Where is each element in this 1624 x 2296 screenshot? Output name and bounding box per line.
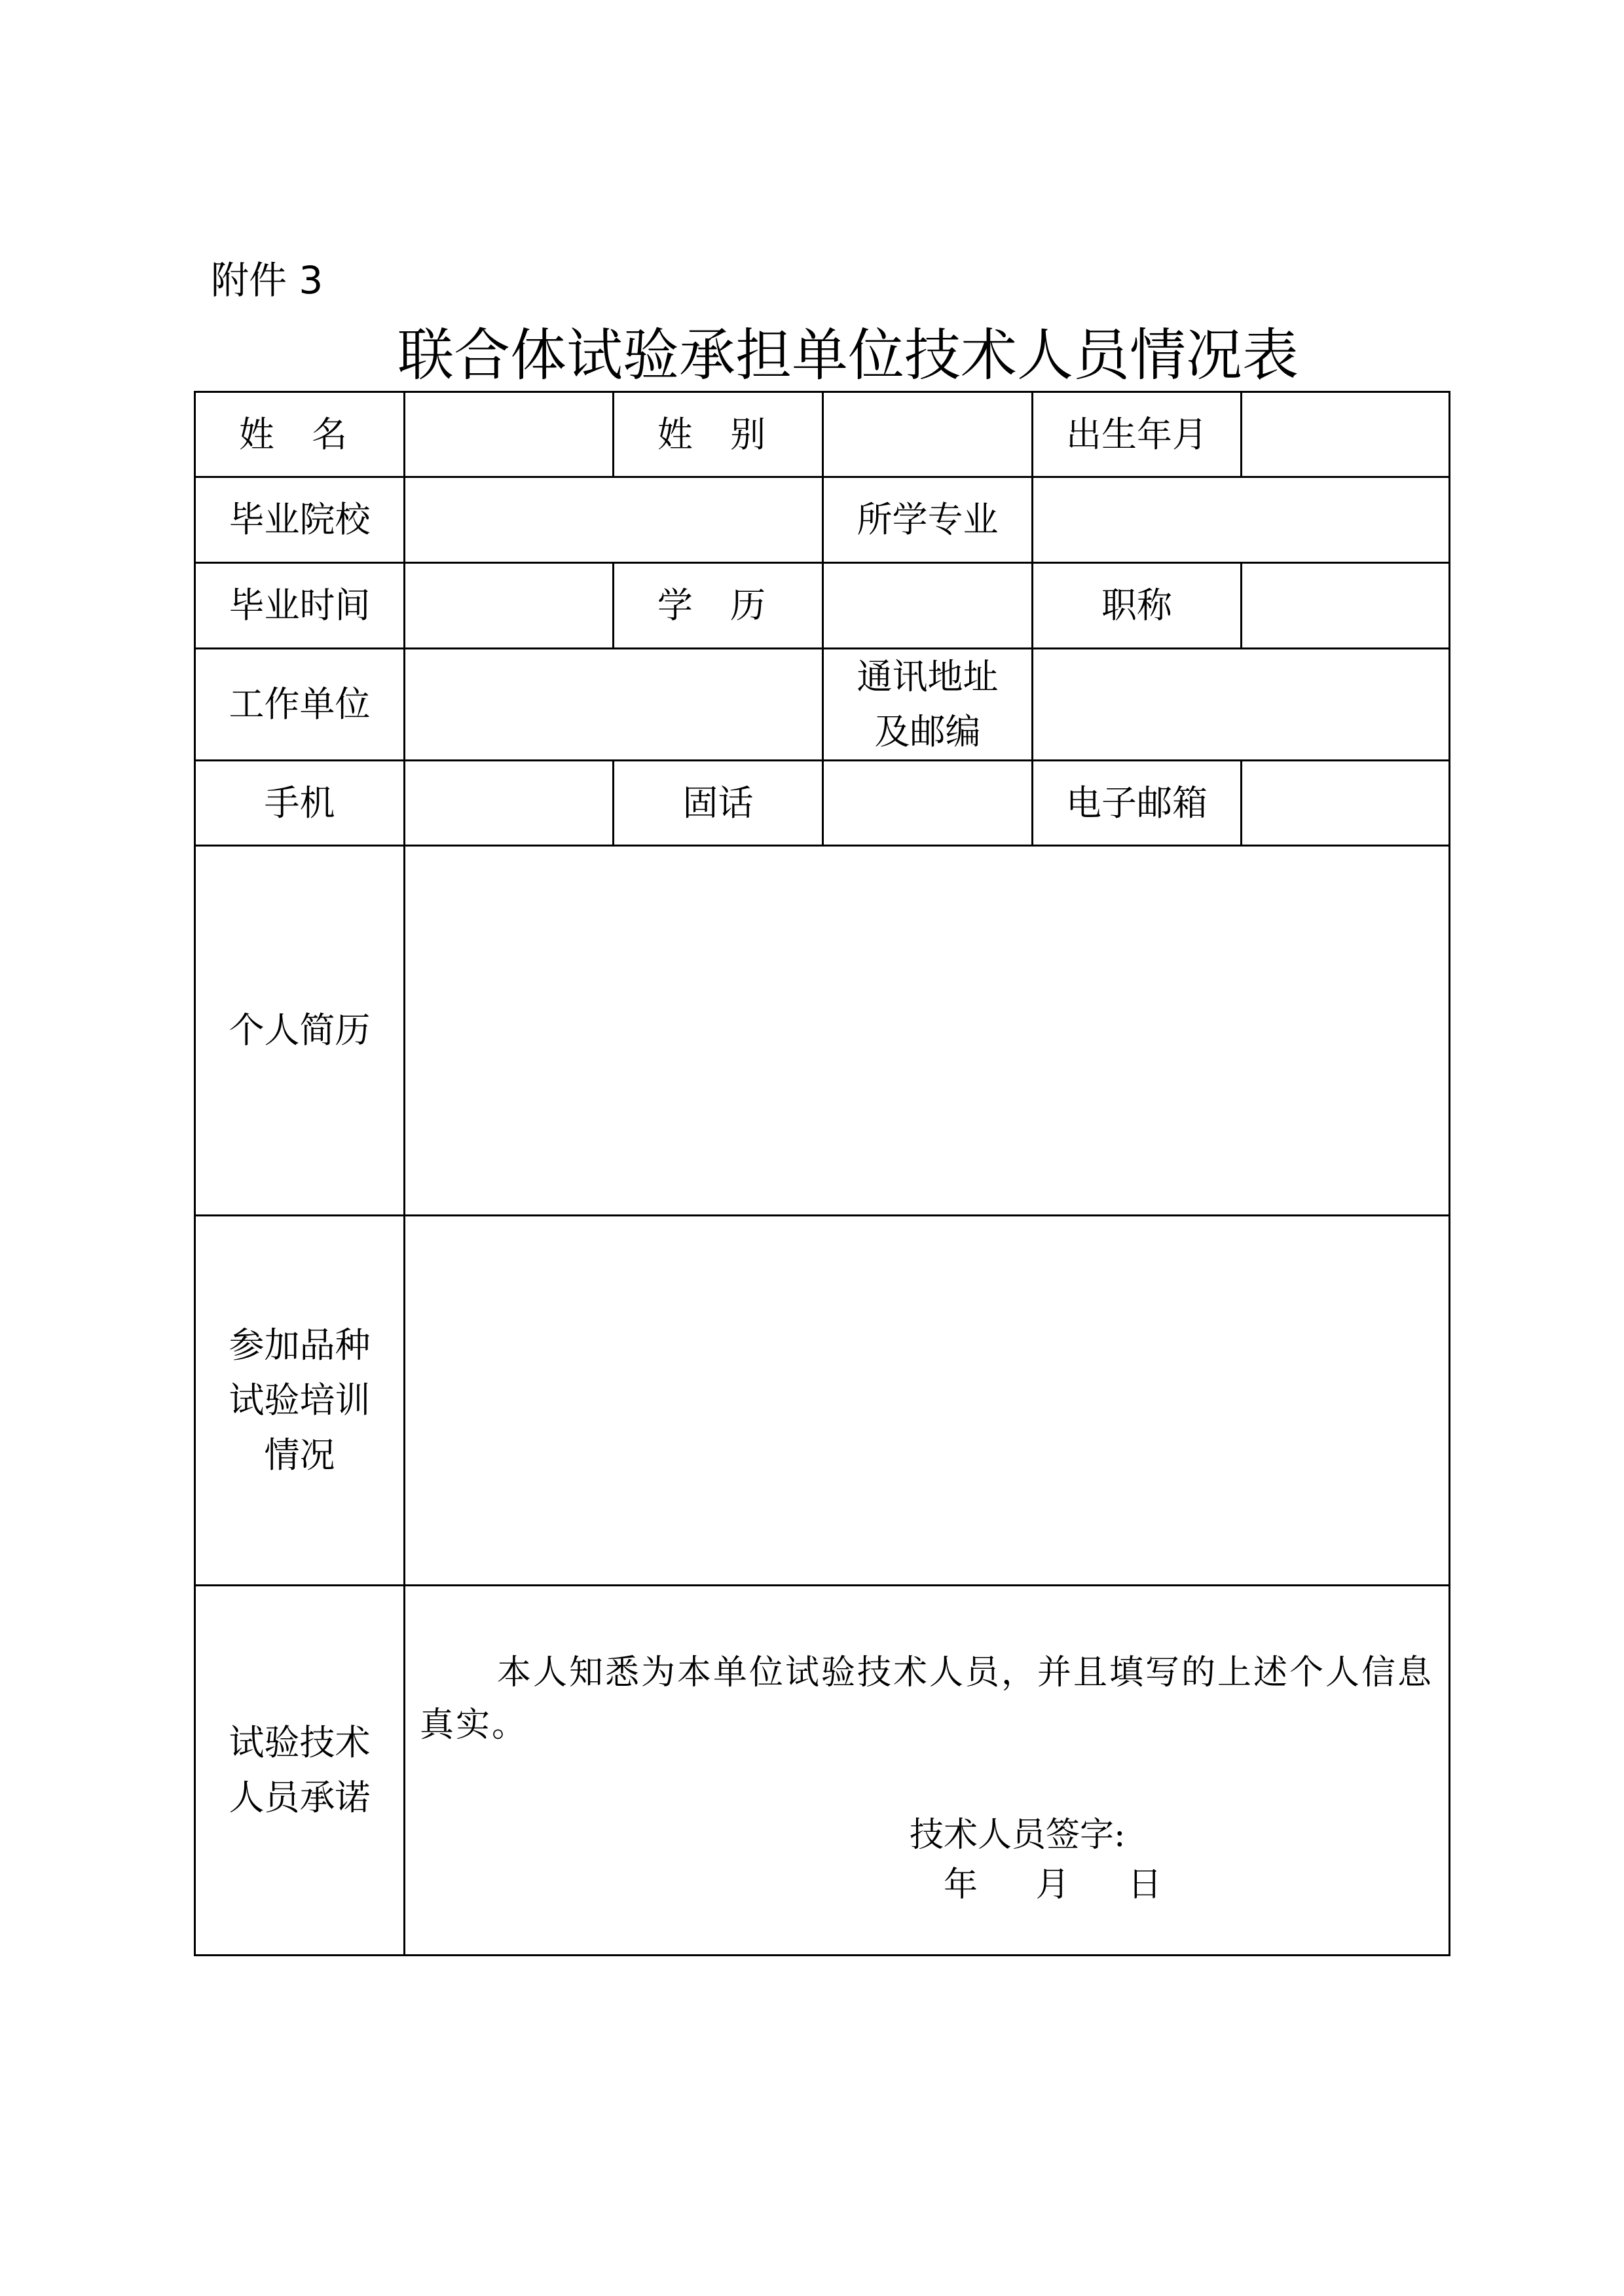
label-employer: 工作单位 — [195, 649, 405, 761]
email-field[interactable] — [1242, 761, 1450, 846]
date-year-label: 年 — [944, 1865, 978, 1904]
label-resume: 个人简历 — [195, 846, 405, 1216]
graduation-time-field[interactable] — [405, 563, 614, 649]
personnel-info-table — [194, 391, 1450, 1956]
date-day-label: 日 — [1128, 1865, 1162, 1904]
label-landline: 固话 — [614, 761, 823, 846]
label-name: 姓 名 — [195, 392, 405, 477]
school-field[interactable] — [405, 477, 823, 563]
label-email: 电子邮箱 — [1033, 761, 1242, 846]
signature-date — [944, 1860, 1162, 1910]
resume-field[interactable] — [405, 846, 1450, 1216]
date-month-label: 月 — [1035, 1865, 1070, 1904]
label-graduation-time: 毕业时间 — [195, 563, 405, 649]
professional-title-field[interactable] — [1242, 563, 1450, 649]
label-mobile: 手机 — [195, 761, 405, 846]
birth-date-field[interactable] — [1242, 392, 1450, 477]
gender-field[interactable] — [823, 392, 1033, 477]
label-gender: 姓 别 — [614, 392, 823, 477]
label-education: 学 历 — [614, 563, 823, 649]
major-field[interactable] — [1033, 477, 1450, 563]
commitment-statement-cell — [405, 1586, 1450, 1956]
name-field[interactable] — [405, 392, 614, 477]
commitment-statement: 本人知悉为本单位试验技术人员，并且填写的上述个人信息真实。 — [420, 1653, 1434, 1745]
landline-field[interactable] — [823, 761, 1033, 846]
label-training: 参加品种 试验培训 情况 — [195, 1216, 405, 1586]
training-field[interactable] — [405, 1216, 1450, 1586]
label-address-postcode: 通讯地址 及邮编 — [823, 649, 1033, 761]
label-major: 所学专业 — [823, 477, 1033, 563]
label-birth-date: 出生年月 — [1033, 392, 1242, 477]
address-postcode-field[interactable] — [1033, 649, 1450, 761]
label-school: 毕业院校 — [195, 477, 405, 563]
signature-label: 技术人员签字: — [910, 1815, 1126, 1855]
form-title: 联合体试验承担单位技术人员情况表 — [397, 323, 1299, 388]
education-field[interactable] — [823, 563, 1033, 649]
attachment-label: 附件 3 — [211, 258, 323, 302]
employer-field[interactable] — [405, 649, 823, 761]
label-commitment: 试验技术 人员承诺 — [195, 1586, 405, 1956]
mobile-field[interactable] — [405, 761, 614, 846]
label-professional-title: 职称 — [1033, 563, 1242, 649]
